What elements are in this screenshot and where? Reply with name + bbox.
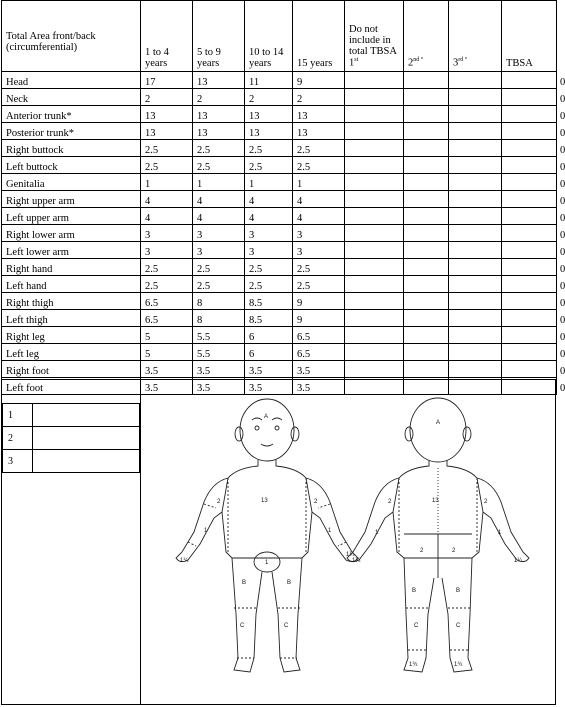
value-5-9: 2.5	[193, 259, 245, 276]
header-area: Total Area front/back (circumferential)	[2, 1, 141, 72]
area-cell: Right upper arm	[2, 191, 141, 208]
third-degree-cell[interactable]	[449, 242, 502, 259]
table-row	[2, 140, 557, 157]
value-1-4: 5	[141, 344, 193, 361]
back-right-hand-label: 1¼	[514, 558, 523, 564]
front-trunk-label: 13	[261, 498, 268, 504]
header-age-15: 15 years	[293, 1, 345, 72]
tbsa-cell: 0	[502, 106, 557, 123]
second-degree-cell[interactable]	[404, 157, 449, 174]
front-right-thigh-label: B	[242, 580, 247, 586]
value-1-4: 13	[141, 106, 193, 123]
tbsa-cell: 0	[502, 378, 557, 395]
tbsa-cell: 0	[502, 208, 557, 225]
value-5-9: 2.5	[193, 140, 245, 157]
header-second-degree-text: 2	[408, 57, 414, 69]
first-degree-cell[interactable]	[345, 344, 404, 361]
table-row	[2, 123, 557, 140]
legend-entry[interactable]	[33, 427, 140, 450]
back-right-upper-arm-label: 2	[484, 499, 488, 505]
front-right-leg-label: C	[240, 623, 245, 629]
back-left-upper-arm-label: 2	[388, 499, 392, 505]
first-degree-cell[interactable]	[345, 361, 404, 378]
legend-row	[3, 427, 140, 450]
area-cell: Right hand	[2, 259, 141, 276]
back-left-thigh-label: B	[412, 588, 417, 594]
area-cell: Right foot	[2, 361, 141, 378]
third-degree-cell[interactable]	[449, 123, 502, 140]
table-row	[2, 191, 557, 208]
front-left-lower-arm-label: 1	[328, 528, 332, 534]
table-row	[2, 327, 557, 344]
first-degree-cell[interactable]	[345, 191, 404, 208]
table-row	[2, 361, 557, 378]
value-15: 2	[293, 89, 345, 106]
table-row	[2, 89, 557, 106]
value-15: 2.5	[293, 276, 345, 293]
tbsa-cell: 0	[502, 310, 557, 327]
first-degree-cell[interactable]	[345, 140, 404, 157]
first-degree-cell[interactable]	[345, 157, 404, 174]
first-degree-cell[interactable]	[345, 327, 404, 344]
table-row	[2, 225, 557, 242]
value-5-9: 2.5	[193, 157, 245, 174]
value-1-4: 6.5	[141, 310, 193, 327]
third-degree-cell[interactable]	[449, 293, 502, 310]
value-15: 2.5	[293, 259, 345, 276]
value-10-14: 2	[245, 89, 293, 106]
back-trunk-label: 13	[432, 498, 439, 504]
third-degree-cell[interactable]	[449, 106, 502, 123]
value-10-14: 3	[245, 242, 293, 259]
second-degree-cell[interactable]	[404, 89, 449, 106]
tbsa-cell: 0	[502, 276, 557, 293]
area-cell: Left thigh	[2, 310, 141, 327]
second-degree-cell[interactable]	[404, 242, 449, 259]
value-10-14: 8.5	[245, 293, 293, 310]
value-15: 9	[293, 293, 345, 310]
front-left-upper-arm-label: 2	[314, 499, 318, 505]
header-row	[2, 1, 557, 72]
third-degree-cell[interactable]	[449, 72, 502, 89]
value-1-4: 2.5	[141, 259, 193, 276]
table-row	[2, 157, 557, 174]
back-right-thigh-label: B	[456, 588, 461, 594]
second-degree-cell[interactable]	[404, 72, 449, 89]
value-1-4: 3	[141, 242, 193, 259]
area-cell: Right thigh	[2, 293, 141, 310]
tbsa-cell: 0	[502, 259, 557, 276]
area-cell: Right buttock	[2, 140, 141, 157]
table-row	[2, 259, 557, 276]
legend-number: 1	[3, 404, 33, 427]
second-degree-cell[interactable]	[404, 310, 449, 327]
tbsa-cell: 0	[502, 293, 557, 310]
value-5-9: 1	[193, 174, 245, 191]
value-1-4: 4	[141, 208, 193, 225]
second-degree-cell[interactable]	[404, 327, 449, 344]
value-15: 9	[293, 310, 345, 327]
value-15: 1	[293, 174, 345, 191]
area-cell: Right leg	[2, 327, 141, 344]
front-left-hand-label: 1¼	[346, 552, 355, 558]
value-5-9: 5.5	[193, 344, 245, 361]
value-1-4: 6.5	[141, 293, 193, 310]
third-degree-cell[interactable]	[449, 361, 502, 378]
area-cell: Posterior trunk*	[2, 123, 141, 140]
third-degree-cell[interactable]	[449, 191, 502, 208]
value-5-9: 8	[193, 293, 245, 310]
value-10-14: 2.5	[245, 259, 293, 276]
first-degree-cell[interactable]	[345, 89, 404, 106]
third-degree-cell[interactable]	[449, 208, 502, 225]
table-row	[2, 344, 557, 361]
table-row	[2, 310, 557, 327]
value-5-9: 2	[193, 89, 245, 106]
first-degree-cell[interactable]	[345, 242, 404, 259]
second-degree-cell[interactable]	[404, 174, 449, 191]
value-5-9: 5.5	[193, 327, 245, 344]
third-degree-cell[interactable]	[449, 259, 502, 276]
tbsa-cell: 0	[502, 123, 557, 140]
third-degree-cell[interactable]	[449, 157, 502, 174]
tbsa-cell: 0	[502, 174, 557, 191]
value-5-9: 13	[193, 106, 245, 123]
second-degree-cell[interactable]	[404, 344, 449, 361]
value-1-4: 2	[141, 89, 193, 106]
back-head-label: A	[436, 420, 441, 426]
value-5-9: 4	[193, 191, 245, 208]
tbsa-table	[1, 0, 565, 395]
tbsa-cell: 0	[502, 225, 557, 242]
front-right-hand-label: 1¼	[180, 558, 189, 564]
region-labels	[180, 414, 523, 668]
tbsa-cell: 0	[502, 157, 557, 174]
header-second-degree-sup: nd °	[413, 57, 424, 64]
header-first-degree-sup: st	[354, 57, 359, 64]
area-cell: Left upper arm	[2, 208, 141, 225]
value-1-4: 13	[141, 123, 193, 140]
value-5-9: 2.5	[193, 276, 245, 293]
legend-row	[3, 450, 140, 473]
table-row	[2, 242, 557, 259]
first-degree-cell[interactable]	[345, 208, 404, 225]
value-1-4: 17	[141, 72, 193, 89]
header-first-degree-text: Do not include in total TBSA 1	[349, 24, 397, 69]
legend-number: 2	[3, 427, 33, 450]
front-genitalia-label: 1	[265, 560, 269, 566]
value-5-9: 3.5	[193, 361, 245, 378]
first-degree-cell[interactable]	[345, 106, 404, 123]
legend-entry[interactable]	[33, 450, 140, 473]
value-15: 3.5	[293, 378, 345, 395]
value-10-14: 2.5	[245, 140, 293, 157]
value-10-14: 6	[245, 327, 293, 344]
front-left-leg-label: C	[284, 623, 289, 629]
tbsa-cell: 0	[502, 140, 557, 157]
value-10-14: 6	[245, 344, 293, 361]
second-degree-cell[interactable]	[404, 276, 449, 293]
header-third-degree-text: 3	[453, 57, 459, 69]
body-chart-figure	[142, 382, 552, 682]
value-10-14: 13	[245, 123, 293, 140]
tbsa-cell: 0	[502, 191, 557, 208]
value-1-4: 3.5	[141, 378, 193, 395]
second-degree-cell[interactable]	[404, 191, 449, 208]
value-15: 3	[293, 242, 345, 259]
second-degree-cell[interactable]	[404, 140, 449, 157]
value-15: 6.5	[293, 344, 345, 361]
first-degree-cell[interactable]	[345, 310, 404, 327]
header-third-degree	[449, 1, 502, 72]
value-10-14: 3.5	[245, 361, 293, 378]
first-degree-cell[interactable]	[345, 276, 404, 293]
area-cell: Anterior trunk*	[2, 106, 141, 123]
value-10-14: 4	[245, 191, 293, 208]
front-body-outline	[176, 399, 358, 672]
value-1-4: 2.5	[141, 276, 193, 293]
value-10-14: 8.5	[245, 310, 293, 327]
value-5-9: 8	[193, 310, 245, 327]
value-1-4: 3	[141, 225, 193, 242]
table-row	[2, 208, 557, 225]
value-5-9: 4	[193, 208, 245, 225]
tbsa-cell: 0	[502, 361, 557, 378]
second-degree-cell[interactable]	[404, 293, 449, 310]
table-row	[2, 276, 557, 293]
front-left-thigh-label: B	[287, 580, 292, 586]
area-cell: Neck	[2, 89, 141, 106]
legend-table	[2, 403, 140, 473]
third-degree-cell[interactable]	[449, 276, 502, 293]
back-right-leg-label: C	[456, 623, 461, 629]
back-right-buttock-label: 2	[452, 548, 456, 554]
value-10-14: 13	[245, 106, 293, 123]
value-5-9: 13	[193, 72, 245, 89]
value-5-9: 3	[193, 242, 245, 259]
area-cell: Right lower arm	[2, 225, 141, 242]
second-degree-cell[interactable]	[404, 225, 449, 242]
value-15: 6.5	[293, 327, 345, 344]
value-10-14: 4	[245, 208, 293, 225]
back-left-lower-arm-label: 1	[375, 530, 379, 536]
value-15: 4	[293, 191, 345, 208]
first-degree-cell[interactable]	[345, 72, 404, 89]
back-left-foot-label: 1¾	[409, 662, 418, 668]
value-15: 3.5	[293, 361, 345, 378]
back-left-hand-label: 1¼	[352, 558, 361, 564]
legend-number: 3	[3, 450, 33, 473]
area-cell: Left leg	[2, 344, 141, 361]
value-10-14: 3	[245, 225, 293, 242]
third-degree-cell[interactable]	[449, 310, 502, 327]
tbsa-cell: 0	[502, 89, 557, 106]
area-cell: Genitalia	[2, 174, 141, 191]
first-degree-cell[interactable]	[345, 174, 404, 191]
third-degree-cell[interactable]	[449, 225, 502, 242]
first-degree-cell[interactable]	[345, 225, 404, 242]
value-5-9: 3	[193, 225, 245, 242]
value-10-14: 2.5	[245, 157, 293, 174]
front-head-label: A	[264, 414, 269, 420]
header-age-5-9: 5 to 9 years	[193, 1, 245, 72]
third-degree-cell[interactable]	[449, 327, 502, 344]
value-5-9: 3.5	[193, 378, 245, 395]
value-15: 4	[293, 208, 345, 225]
first-degree-cell[interactable]	[345, 123, 404, 140]
front-right-lower-arm-label: 1	[204, 528, 208, 534]
third-degree-cell[interactable]	[449, 344, 502, 361]
third-degree-cell[interactable]	[449, 174, 502, 191]
tbsa-cell: 0	[502, 344, 557, 361]
value-15: 3	[293, 225, 345, 242]
table-row	[2, 293, 557, 310]
back-right-lower-arm-label: 1	[498, 530, 502, 536]
third-degree-cell[interactable]	[449, 89, 502, 106]
area-cell: Left lower arm	[2, 242, 141, 259]
table-row	[2, 72, 557, 89]
value-5-9: 13	[193, 123, 245, 140]
area-cell: Left buttock	[2, 157, 141, 174]
front-right-upper-arm-label: 2	[217, 499, 221, 505]
first-degree-cell[interactable]	[345, 259, 404, 276]
second-degree-cell[interactable]	[404, 123, 449, 140]
value-15: 13	[293, 106, 345, 123]
tbsa-cell: 0	[502, 242, 557, 259]
header-age-10-14: 10 to 14 years	[245, 1, 293, 72]
tbsa-cell: 0	[502, 327, 557, 344]
area-cell: Left hand	[2, 276, 141, 293]
second-degree-cell[interactable]	[404, 106, 449, 123]
value-1-4: 4	[141, 191, 193, 208]
legend-column	[2, 380, 141, 704]
value-10-14: 3.5	[245, 378, 293, 395]
header-tbsa: TBSA	[502, 1, 557, 72]
value-10-14: 2.5	[245, 276, 293, 293]
value-1-4: 1	[141, 174, 193, 191]
header-second-degree	[404, 1, 449, 72]
value-15: 2.5	[293, 157, 345, 174]
back-right-foot-label: 1¾	[454, 662, 463, 668]
second-degree-cell[interactable]	[404, 208, 449, 225]
tbsa-cell: 0	[502, 72, 557, 89]
area-cell: Head	[2, 72, 141, 89]
header-first-degree	[345, 1, 404, 72]
third-degree-cell[interactable]	[449, 140, 502, 157]
second-degree-cell[interactable]	[404, 361, 449, 378]
second-degree-cell[interactable]	[404, 259, 449, 276]
value-1-4: 5	[141, 327, 193, 344]
legend-entry[interactable]	[33, 404, 140, 427]
table-row	[2, 106, 557, 123]
value-1-4: 2.5	[141, 140, 193, 157]
value-10-14: 1	[245, 174, 293, 191]
legend-row	[3, 404, 140, 427]
first-degree-cell[interactable]	[345, 293, 404, 310]
value-15: 2.5	[293, 140, 345, 157]
back-left-leg-label: C	[414, 623, 419, 629]
area-cell: Left foot	[2, 378, 141, 395]
value-10-14: 11	[245, 72, 293, 89]
value-15: 13	[293, 123, 345, 140]
value-1-4: 2.5	[141, 157, 193, 174]
back-left-buttock-label: 2	[420, 548, 424, 554]
table-row	[2, 174, 557, 191]
value-15: 9	[293, 72, 345, 89]
diagram-section	[1, 379, 556, 705]
header-age-1-4: 1 to 4 years	[141, 1, 193, 72]
value-1-4: 3.5	[141, 361, 193, 378]
header-third-degree-sup: rd °	[458, 57, 468, 64]
